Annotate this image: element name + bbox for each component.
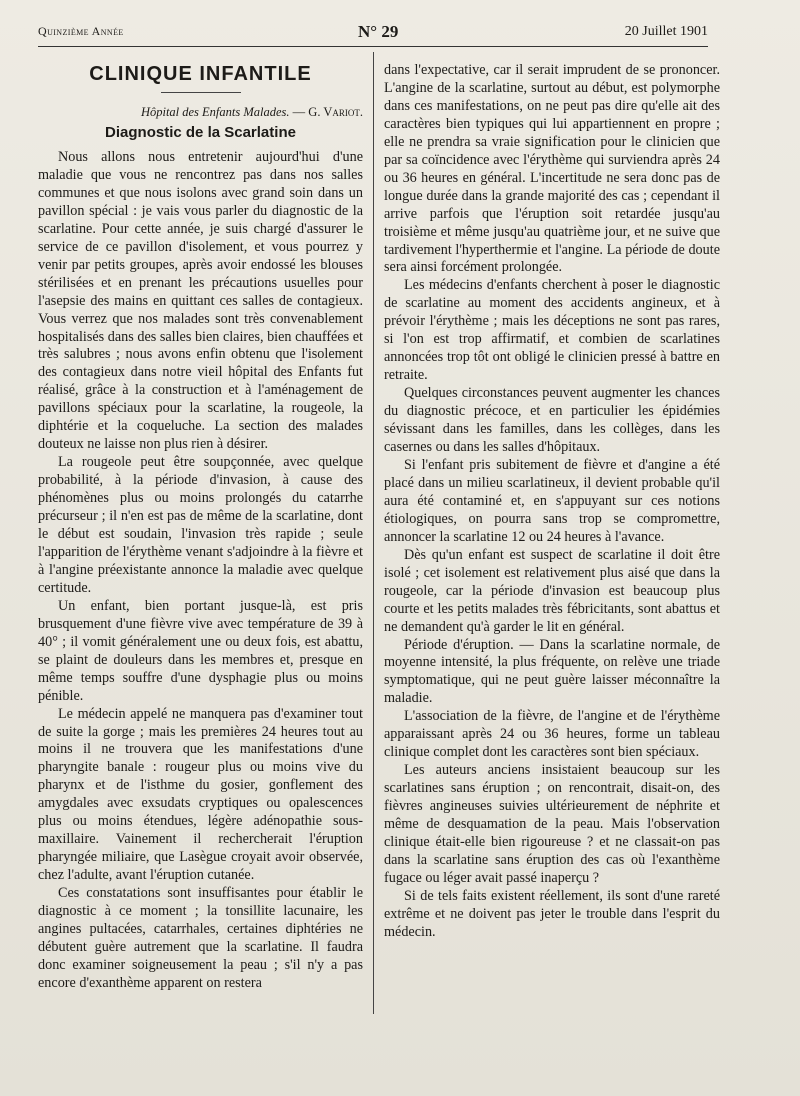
right-paragraph-9: Si de tels faits existent réellement, ils sont d'une rareté extrême et ne doivent pas jeter le trouble dans l'esprit du médecin. xyxy=(384,887,720,940)
right-paragraph-7: L'association de la fièvre, de l'angine et de l'érythème apparaissant après 24 ou 36 heures, forme un tableau clinique complet dont les caractères sont bien spéciaux. xyxy=(384,708,720,761)
right-paragraph-3: Quelques circonstances peuvent augmenter les chances du diagnostic précoce, et en particulier les épidémies sévissant dans les familles, dans les collèges, dans les casernes ou dans les salles d'hôpitaux. xyxy=(384,385,720,456)
left-paragraph-4: Le médecin appelé ne manquera pas d'examiner tout de suite la gorge ; mais les premières 24 heures tout au moins il ne trouvera que les manifestations d'une pharyngite banale : rougeur plus ou moins vive du pharynx et de l'isthme du gosier, gonflement des amygdales avec exsudats cryptiques ou opalescences plus ou moins étendues, légère adénopathie sous-maxillaire. Vainement il rechercherait l'éruption pharyngée miliaire, que Lasègue croyait avoir observée, chez l'adulte, avant l'éruption cutanée. xyxy=(38,705,363,884)
title-rule xyxy=(161,92,241,93)
right-paragraph-1: dans l'expectative, car il serait imprudent de se prononcer. L'angine de la scarlatine, surtout au début, est polymorphe dans ces manifestations, on ne peut pas dire qu'elle ait des caractères bien typiques qui lui appartiennent en propre ; elle ne prendra sa vraie signification pour le clinicien que par sa coïncidence avec l'érythème qui surviendra après 24 ou 36 heures en général. L'incertitude ne sera donc pas de longue durée dans la grande majorité des cas ; cependant il arrive parfois que l'éruption soit retardée jusqu'au troisième et même jusqu'au quatrième jour, et ne suive que tardivement l'hyperthermie et l'angine. La période de doute sera ainsi forcément prolongée. xyxy=(384,62,720,276)
right-paragraph-2: Les médecins d'enfants cherchent à poser le diagnostic de scarlatine au moment des accidents angineux, et à prévoir l'érythème ; mais les déceptions ne sont pas rares, si l'on est trop affirmatif, et combien de scarlatines annoncées trop tôt ont obligé le clinicien pressé à battre en retraite. xyxy=(384,277,720,384)
right-paragraph-5: Dès qu'un enfant est suspect de scarlatine il doit être isolé ; cet isolement est relativement plus aisé que dans la rougeole, car la période d'invasion est beaucoup plus courte et les petits malades très fébricitants, sont abattus et ne demandent qu'à garder le lit en général. xyxy=(384,546,720,635)
right-paragraph-8: Les auteurs anciens insistaient beaucoup sur les scarlatines sans éruption ; on rencontrait, disait-on, des fièvres angineuses suivies ultérieurement de néphrite et même de desquamation de la peau. Mais l'observation clinique était-elle bien rigoureuse ? et ne classait-on pas dans la scarlatine sans éruption des cas où l'exanthème fugace ou léger avait passé inaperçu ? xyxy=(384,762,720,886)
article-title: Diagnostic de la Scarlatine xyxy=(105,124,296,141)
byline-hospital: Hôpital des Enfants Malades. xyxy=(140,105,290,119)
header-date: 20 Juillet 1901 xyxy=(624,24,708,39)
header-volume: Quinzième Année xyxy=(38,24,124,38)
left-column xyxy=(38,62,363,993)
left-paragraph-3: Un enfant, bien portant jusque-là, est pris brusquement d'une fièvre vive avec température de 39 à 40° ; il vomit généralement une ou deux fois, est abattu, se plaint de douleurs dans les membres et, presque en même temps souffre d'une dysphagie plus ou moins pénible. xyxy=(38,597,363,704)
right-paragraph-4: Si l'enfant pris subitement de fièvre et d'angine a été placé dans un milieu scarlatineux, il devient probable qu'il aura été contaminé et, en s'appuyant sur ces notions étiologiques, on pourra sans trop se compromettre, annoncer la scarlatine 12 ou 24 heures à l'avance. xyxy=(384,456,720,545)
column-divider xyxy=(373,52,374,1014)
left-paragraph-5: Ces constatations sont insuffisantes pour établir le diagnostic à ce moment ; la tonsillite lacunaire, les angines pultacées, catarrhales, certaines diphtéries ne débutent guère autrement que la scarlatine. Il faudra donc examiner soigneusement la peau ; s'il n'y a pas encore d'exanthème apparent on restera xyxy=(38,885,363,991)
right-paragraph-6: Période d'éruption. — Dans la scarlatine normale, de moyenne intensité, la plus fréquente, on relève une triade symptomatique, qui ne peut guère laisser méconnaître la maladie. xyxy=(384,636,720,707)
page-header xyxy=(38,22,708,47)
right-column xyxy=(384,62,720,942)
header-issue-number: N° 29 xyxy=(358,22,399,41)
byline xyxy=(38,103,363,121)
left-paragraph-1: Nous allons nous entretenir aujourd'hui d'une maladie que vous ne rencontrez pas dans nos salles communes et que nous isolons avec grand soin dans un pavillon spécial : je vais vous parler du diagnostic de la scarlatine. Pour cette année, je suis chargé d'assurer le service de ce pavillon d'isolement, et vous pourrez y venir par petits groupes, après avoir endossé les blouses stérilisées et en prenant les précautions usuelles pour l'asepsie des mains en quittant ces salles de contagieux. Vous verrez que nos malades sont très convenablement hospitalisés dans des salles bien claires, bien chauffées et très salubres ; nous avons enfin obtenu que l'isolement des contagieux dans notre vieil hôpital des Enfants fut réalisé, grâce à la construction et à l'aménagement de pavillons spéciaux pour la scarlatine, la rougeole, la diphtérie et la coqueluche. La section des malades douteux ne laisse non plus rien à désirer. xyxy=(38,149,363,453)
left-paragraph-2: La rougeole peut être soupçonnée, avec quelque probabilité, à la période d'invasion, à cause des phénomènes plus ou moins prolongés du catarrhe précurseur ; il n'en est pas de même de la scarlatine, dont le début est soudain, l'invasion très rapide ; seule l'apparition de l'érythème venant s'adjoindre à la fièvre et à l'angine préexistante annonce la maladie avec quelque certitude. xyxy=(38,454,363,596)
section-title: CLINIQUE INFANTILE xyxy=(89,63,312,85)
byline-author: — G. Variot. xyxy=(292,105,363,119)
